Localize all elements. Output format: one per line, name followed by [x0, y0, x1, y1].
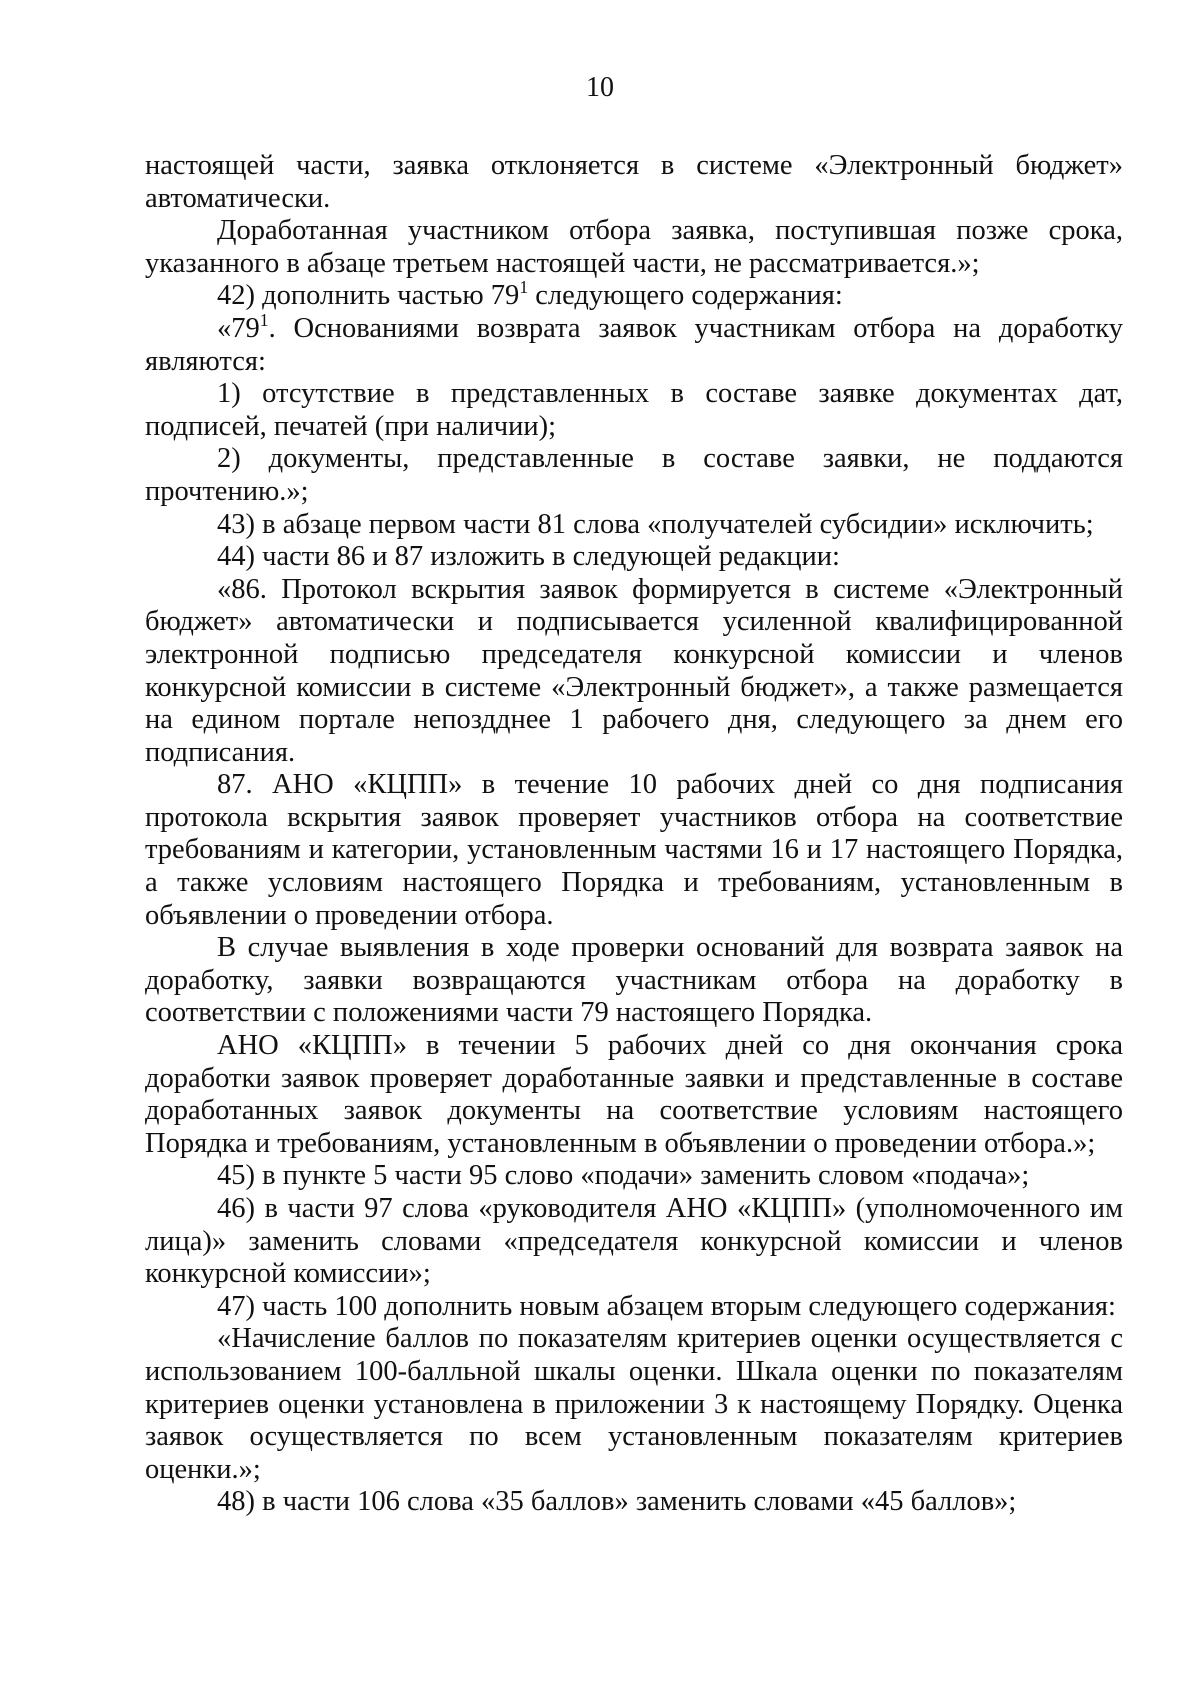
superscript: 1 [259, 310, 269, 331]
paragraph-text: следующего содержания: [528, 280, 843, 312]
paragraph: 48) в части 106 слова «35 баллов» заменить словами «45 баллов»; [217, 1486, 1017, 1518]
paragraph: АНО «КЦПП» в течении 5 рабочих дней со дня окончания срока доработки заявок проверяет доработанные заявки и представленные в составе доработанных заявок документы на соответствие условиям настоящего Порядка и требованиям, установленным в объявлении о проведении отбора.»; [145, 1030, 1123, 1159]
paragraph: 47) часть 100 дополнить новым абзацем вторым следующего содержания: [217, 1290, 1116, 1322]
paragraph: Доработанная участником отбора заявка, поступившая позже срока, указанного в абзаце третьем настоящей части, не рассматривается.»; [145, 215, 1123, 279]
paragraph: В случае выявления в ходе проверки оснований для возврата заявок на доработку, заявки возвращаются участникам отбора на доработку в соответствии с положениями части 79 настоящего Порядка. [145, 932, 1123, 1029]
paragraph-text: 42) дополнить частью 79 [217, 280, 520, 312]
paragraph-text: «79 [217, 312, 260, 344]
paragraph [145, 310, 1123, 378]
paragraph: 45) в пункте 5 части 95 слово «подачи» заменить словом «подача»; [217, 1160, 1030, 1192]
document-body [145, 150, 1123, 1519]
paragraph: 1) отсутствие в представленных в составе заявке документах дат, подписей, печатей (при наличии); [145, 378, 1123, 442]
paragraph: «Начисление баллов по показателям критериев оценки осуществляется с использованием 100-балльной шкалы оценки. Шкала оценки по показателям критериев оценки установлена в приложении 3 к настоящему Порядку. Оценка заявок осуществляется по всем установленным показателям критериев оценки.»; [145, 1323, 1123, 1485]
page-number: 10 [586, 72, 614, 103]
paragraph: 43) в абзаце первом части 81 слова «получателей субсидии» исключить; [217, 508, 1094, 540]
paragraph: настоящей части, заявка отклоняется в системе «Электронный бюджет» автоматически. [145, 150, 1123, 214]
paragraph: «86. Протокол вскрытия заявок формируется в системе «Электронный бюджет» автоматически и подписывается усиленной квалифицированной электронной подписью председателя конкурсной комиссии и членов конкурсной комиссии в системе «Электронный бюджет», а также размещается на едином портале непоздднее 1 рабочего дня, следующего за днем его подписания. [145, 573, 1123, 768]
paragraph: 46) в части 97 слова «руководителя АНО «КЦПП» (уполномоченного им лица)» заменить словами «председателя конкурсной комиссии и членов конкурсной комиссии»; [145, 1193, 1123, 1290]
paragraph: 44) части 86 и 87 изложить в следующей редакции: [217, 541, 840, 573]
superscript: 1 [519, 277, 529, 298]
paragraph: 87. АНО «КЦПП» в течение 10 рабочих дней со дня подписания протокола вскрытия заявок проверяет участников отбора на соответствие требованиям и категории, установленным частями 16 и 17 настоящего Порядка, а также условиям настоящего Порядка и требованиям, установленным в объявлении о проведении отбора. [145, 769, 1123, 931]
paragraph: 2) документы, представленные в составе заявки, не поддаются прочтению.»; [145, 443, 1123, 507]
paragraph-text: . Основаниями возврата заявок участникам отбора на доработку являются: [145, 312, 1123, 377]
paragraph [145, 277, 1123, 313]
